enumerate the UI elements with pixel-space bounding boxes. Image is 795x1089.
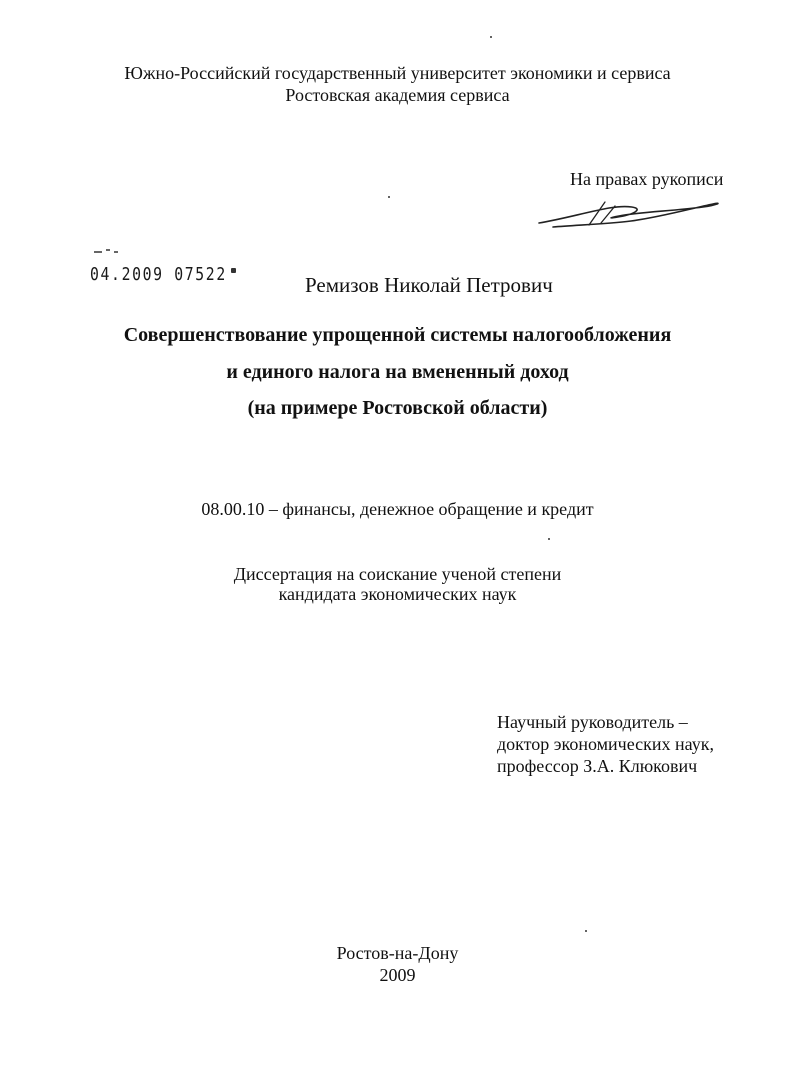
title-line-2: и единого налога на вмененный доход: [226, 361, 569, 383]
specialty-code: 08.00.10 – финансы, денежное обращение и кредит: [201, 499, 594, 519]
title-line-3: (на примере Ростовской области): [247, 397, 548, 419]
supervisor-line-3: профессор З.А. Клюкович: [497, 756, 698, 776]
title-line-1: Совершенствование упрощенной системы налогообложения: [123, 324, 672, 346]
stamp-dash-mark: [92, 246, 122, 256]
academy-name: Ростовская академия сервиса: [285, 85, 510, 105]
degree-line-1: Диссертация на соискание ученой степени: [233, 564, 562, 584]
author-name: Ремизов Николай Петрович: [305, 273, 553, 297]
scan-speck: [388, 196, 390, 198]
degree-line-2: кандидата экономических наук: [278, 584, 517, 604]
university-name: Южно-Российский государственный университет экономики и сервиса: [124, 63, 671, 83]
registration-stamp: 04.2009 07522: [90, 264, 227, 285]
stamp-dot: [231, 268, 236, 273]
supervisor-line-1: Научный руководитель –: [497, 712, 688, 732]
supervisor-line-2: доктор экономических наук,: [497, 734, 714, 754]
rights-note: На правах рукописи: [570, 169, 724, 189]
year: 2009: [379, 965, 416, 985]
signature: [535, 196, 725, 230]
scan-speck: [585, 930, 587, 932]
city: Ростов-на-Дону: [336, 943, 459, 963]
scan-speck: [548, 538, 550, 540]
scan-speck: [490, 36, 492, 38]
